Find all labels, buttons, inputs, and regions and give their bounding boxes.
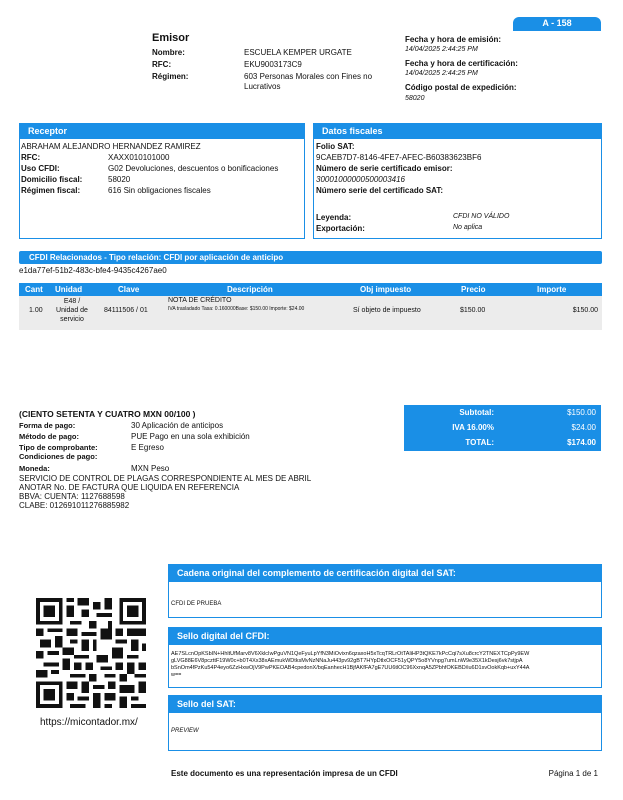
row-precio: $150.00 xyxy=(460,307,486,314)
cert-emisor-label: Número de serie certificado emisor: xyxy=(316,164,453,173)
total-label: TOTAL: xyxy=(465,438,494,447)
receptor-uso-label: Uso CFDI: xyxy=(21,164,60,173)
subtotal-label: Subtotal: xyxy=(459,408,494,417)
row-unidad-3: servicio xyxy=(60,316,84,323)
emisor-rfc-label: RFC: xyxy=(152,60,172,69)
total-value: $174.00 xyxy=(567,438,596,447)
subtotal-value: $150.00 xyxy=(567,408,596,417)
col-obj: Obj impuesto xyxy=(360,285,412,294)
emisor-regimen-1: 603 Personas Morales con Fines no xyxy=(244,72,373,81)
moneda-label: Moneda: xyxy=(19,464,50,473)
row-importe: $150.00 xyxy=(572,307,598,314)
receptor-rfc-label: RFC: xyxy=(21,153,41,162)
emisor-regimen-2: Lucrativos xyxy=(244,82,281,91)
iva-label: IVA 16.00% xyxy=(452,423,494,432)
exportacion-value: No aplica xyxy=(453,224,483,231)
sello-cfdi-line-3: bSnOm4fPzKu54P4eyo6ZzHxwOjV9PwPKEOAB4cpedonX/bqEanhecH1BjfAKfFA7gE7UU6tlOC96XxnqA5ZPbhfOKEBD/iu6D1svOokKqb+uxY44A xyxy=(171,665,530,671)
folio-sat-label: Folio SAT: xyxy=(316,142,355,151)
sello-cfdi-line-1: AE7SLcnOpKSbIN+HhltUfMarv8V6XklcIwPguVN1QeFyuLpYfN3MiOvixn6qzaxoH5xTcqTRLrOtTAliHP3tQKE7kPcCqi7sXu8crcY2TNEXTCpPy9EW xyxy=(171,651,530,657)
conceptos-header xyxy=(19,283,602,296)
row-descripcion: NOTA DE CRÉDITO xyxy=(168,297,232,304)
row-unidad-1: E48 / xyxy=(63,298,81,305)
sello-sat-value: PREVIEW xyxy=(171,728,199,734)
metodo-pago-label: Método de pago: xyxy=(19,432,79,441)
tipo-comprobante-label: Tipo de comprobante: xyxy=(19,443,98,452)
observaciones-1: SERVICIO DE CONTROL DE PLAGAS CORRESPONDIENTE AL MES DE ABRIL xyxy=(19,474,312,483)
relacionados-uuid: e1da77ef-51b2-483c-bfe4-9435c4267ae0 xyxy=(19,266,167,275)
qr-url[interactable]: https://micontador.mx/ xyxy=(40,717,138,728)
receptor-domicilio-label: Domicilio fiscal: xyxy=(21,175,83,184)
importe-letra: (CIENTO SETENTA Y CUATRO MXN 00/100 ) xyxy=(19,409,196,419)
receptor-title: Receptor xyxy=(20,124,304,139)
sello-cfdi-title: Sello digital del CFDI: xyxy=(169,628,601,645)
cp-label: Código postal de expedición: xyxy=(405,83,517,92)
fecha-emision: 14/04/2025 2:44:25 PM xyxy=(405,46,478,53)
row-impuesto-detalle: IVA trasladado Tasa: 0.160000Base: $150.00 Importe: $24.00 xyxy=(168,306,305,312)
emisor-regimen-label: Régimen: xyxy=(152,72,189,81)
cert-emisor: 30001000000500003416 xyxy=(316,175,405,184)
emisor-title: Emisor xyxy=(152,32,190,44)
receptor-rfc: XAXX010101000 xyxy=(108,153,170,162)
folio-sat: 9CAEB7D7-8146-4FE7-AFEC-B60383623BF6 xyxy=(316,153,482,162)
metodo-pago: PUE Pago en una sola exhibición xyxy=(131,432,250,441)
col-importe: Importe xyxy=(537,285,567,294)
receptor-regimen-label: Régimen fiscal: xyxy=(21,186,81,195)
leyenda-label: Leyenda: xyxy=(316,213,352,222)
col-cant: Cant xyxy=(25,285,43,294)
forma-pago: 30 Aplicación de anticipos xyxy=(131,421,224,430)
qr-code xyxy=(36,598,146,708)
emisor-rfc: EKU9003173C9 xyxy=(244,60,302,69)
iva-value: $24.00 xyxy=(571,423,596,432)
sello-cfdi-line-4: w== xyxy=(171,672,182,678)
relacionados-title: CFDI Relacionados - Tipo relación: CFDI por aplicación de anticipo xyxy=(29,253,284,262)
emisor-nombre: ESCUELA KEMPER URGATE xyxy=(244,48,352,57)
cadena-value: CFDI DE PRUEBA xyxy=(171,601,222,607)
moneda-value: MXN Peso xyxy=(131,464,170,473)
exportacion-label: Exportación: xyxy=(316,224,365,233)
tipo-comprobante: E Egreso xyxy=(131,443,164,452)
row-cant: 1.00 xyxy=(29,307,43,314)
col-descripcion: Descripción xyxy=(227,285,273,294)
row-clave: 84111506 / 01 xyxy=(104,307,148,314)
sello-cfdi-line-2: gLVG88E6V8pczttF19W0c+b0T4Xx38xAEmukWDtksMvNzNNaJu443pv92gBT7HYpDtlxOCF51yQPY5o8YVnpg7umLnW9e35X1kDesj6vk7stjpA xyxy=(171,658,523,664)
fecha-certificacion-label: Fecha y hora de certificación: xyxy=(405,59,518,68)
fecha-certificacion: 14/04/2025 2:44:25 PM xyxy=(405,70,478,77)
observaciones-4: CLABE: 012691011276885982 xyxy=(19,501,130,510)
cp-value: 58020 xyxy=(405,95,425,102)
emisor-nombre-label: Nombre: xyxy=(152,48,185,57)
footer-pagina: Página 1 de 1 xyxy=(548,769,598,778)
leyenda-value: CFDI NO VÁLIDO xyxy=(453,213,510,220)
receptor-domicilio: 58020 xyxy=(108,175,131,184)
cadena-box xyxy=(168,564,602,618)
footer-leyenda: Este documento es una representación impresa de un CFDI xyxy=(171,769,398,778)
fecha-emision-label: Fecha y hora de emisión: xyxy=(405,35,502,44)
receptor-nombre: ABRAHAM ALEJANDRO HERNANDEZ RAMIREZ xyxy=(21,142,201,151)
observaciones-2: ANOTAR No. DE FACTURA QUE LIQUIDA EN REFERENCIA xyxy=(19,483,240,492)
cert-sat-label: Número serie del certificado SAT: xyxy=(316,186,443,195)
col-precio: Precio xyxy=(461,285,486,294)
sello-sat-box xyxy=(168,695,602,751)
cadena-title: Cadena original del complemento de certificación digital del SAT: xyxy=(169,565,601,582)
receptor-regimen: 616 Sin obligaciones fiscales xyxy=(108,186,211,195)
receptor-uso: G02 Devoluciones, descuentos o bonificaciones xyxy=(108,164,279,173)
observaciones-3: BBVA: CUENTA: 1127688598 xyxy=(19,492,125,501)
forma-pago-label: Forma de pago: xyxy=(19,421,76,430)
row-obj: Sí objeto de impuesto xyxy=(353,307,421,314)
condiciones-pago-label: Condiciones de pago: xyxy=(19,452,98,461)
sello-sat-title: Sello del SAT: xyxy=(169,696,601,713)
col-clave: Clave xyxy=(118,285,140,294)
col-unidad: Unidad xyxy=(55,285,83,294)
row-unidad-2: Unidad de xyxy=(56,307,88,314)
fiscales-title: Datos fiscales xyxy=(314,124,601,139)
folio-badge-label: A - 158 xyxy=(542,18,572,28)
